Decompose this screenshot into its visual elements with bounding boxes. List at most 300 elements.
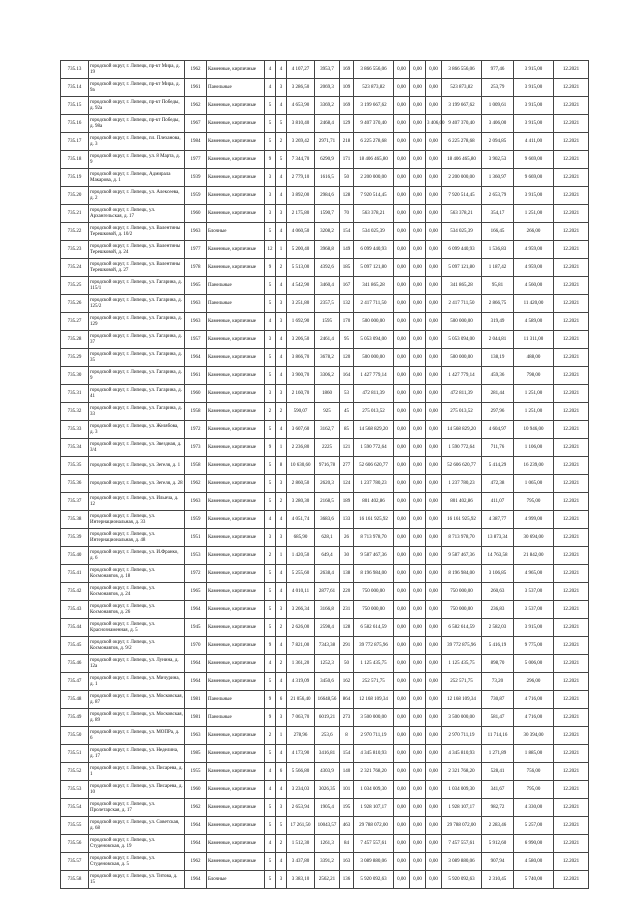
completion-date-cell: 12.2021 <box>554 169 589 187</box>
cost-municipal-cell: 0,00 <box>426 871 442 889</box>
total-cost-cell: 2 200 000,00 <box>354 169 394 187</box>
wall-material-cell: Каменные, кирпичные <box>207 97 265 115</box>
completion-date-cell: 12.2021 <box>554 853 589 871</box>
table-row <box>61 61 589 79</box>
build-year-cell: 1964 <box>185 817 207 835</box>
cost-federal-cell: 0,00 <box>394 313 410 331</box>
cost-federal-cell: 0,00 <box>394 277 410 295</box>
cost-per-sqm-cell: 5 912,60 <box>482 835 514 853</box>
address-cell: городской округ, г. Липецк, пр-кт Мира, д. 9а <box>89 79 185 97</box>
cost-per-sqm-cell: 730,87 <box>482 691 514 709</box>
total-area-cell: 2 626,00 <box>287 619 315 637</box>
cost-owners-cell: 1 125 435,75 <box>442 655 482 673</box>
build-year-cell: 1965 <box>185 277 207 295</box>
total-cost-cell: 1 125 435,75 <box>354 655 394 673</box>
residents-cell: 164 <box>340 367 354 385</box>
living-area-cell: 1595 <box>315 313 340 331</box>
completion-date-cell: 12.2021 <box>554 187 589 205</box>
table-row <box>61 331 589 349</box>
row-number-cell: 735.35 <box>61 457 89 475</box>
floors-cell: 5 <box>265 349 276 367</box>
cost-federal-cell: 0,00 <box>394 601 410 619</box>
entrances-cell: 5 <box>276 817 287 835</box>
table-row <box>61 349 589 367</box>
cost-municipal-cell: 0,00 <box>426 349 442 367</box>
floors-cell: 5 <box>265 475 276 493</box>
residents-cell: 30 <box>340 547 354 565</box>
completion-date-cell: 12.2021 <box>554 295 589 313</box>
floors-cell: 5 <box>265 367 276 385</box>
residents-cell: 50 <box>340 169 354 187</box>
total-cost-cell: 500 000,00 <box>354 313 394 331</box>
table-row <box>61 223 589 241</box>
wall-material-cell: Панельные <box>207 295 265 313</box>
cost-per-sqm-cell: 581,47 <box>482 709 514 727</box>
table-row <box>61 133 589 151</box>
cost-per-sqm-cell: 73,20 <box>482 673 514 691</box>
max-cost-per-sqm-cell: 4 589,00 <box>514 313 554 331</box>
cost-regional-cell: 0,00 <box>410 835 426 853</box>
floors-cell: 5 <box>265 115 276 133</box>
total-area-cell: 1 420,50 <box>287 547 315 565</box>
residents-cell: 120 <box>340 349 354 367</box>
cost-regional-cell: 0,00 <box>410 691 426 709</box>
entrances-cell: 4 <box>276 223 287 241</box>
total-cost-cell: 341 865,28 <box>354 277 394 295</box>
residents-cell: 140 <box>340 763 354 781</box>
cost-owners-cell: 16 161 925,92 <box>442 511 482 529</box>
entrances-cell: 2 <box>276 133 287 151</box>
floors-cell: 5 <box>265 493 276 511</box>
total-cost-cell: 5 053 094,00 <box>354 331 394 349</box>
table-row <box>61 187 589 205</box>
completion-date-cell: 12.2021 <box>554 79 589 97</box>
cost-regional-cell: 0,00 <box>410 781 426 799</box>
cost-federal-cell: 0,00 <box>394 583 410 601</box>
completion-date-cell: 12.2021 <box>554 241 589 259</box>
row-number-cell: 735.42 <box>61 583 89 601</box>
address-cell: городской округ, г. Липецк, ул. Лунина, д. 12а <box>89 655 185 673</box>
total-cost-cell: 14 568 829,20 <box>354 421 394 439</box>
entrances-cell: 4 <box>276 169 287 187</box>
completion-date-cell: 12.2021 <box>554 277 589 295</box>
floors-cell: 9 <box>265 691 276 709</box>
completion-date-cell: 12.2021 <box>554 313 589 331</box>
entrances-cell: 4 <box>276 349 287 367</box>
cost-per-sqm-cell: 253,79 <box>482 79 514 97</box>
cost-regional-cell: 0,00 <box>410 817 426 835</box>
floors-cell: 2 <box>265 547 276 565</box>
build-year-cell: 1973 <box>185 439 207 457</box>
floors-cell: 2 <box>265 727 276 745</box>
entrances-cell: 3 <box>276 475 287 493</box>
build-year-cell: 1963 <box>185 223 207 241</box>
cost-federal-cell: 0,00 <box>394 61 410 79</box>
residents-cell: 463 <box>340 817 354 835</box>
total-cost-cell: 1 928 107,17 <box>354 799 394 817</box>
table-row <box>61 655 589 673</box>
cost-municipal-cell: 0,00 <box>426 403 442 421</box>
max-cost-per-sqm-cell: 11 420,00 <box>514 295 554 313</box>
living-area-cell: 2971,71 <box>315 133 340 151</box>
total-area-cell: 7 821,00 <box>287 637 315 655</box>
entrances-cell: 3 <box>276 799 287 817</box>
cost-regional-cell: 0,00 <box>410 385 426 403</box>
max-cost-per-sqm-cell: 4 716,00 <box>514 709 554 727</box>
cost-federal-cell: 0,00 <box>394 691 410 709</box>
living-area-cell: 2225 <box>315 439 340 457</box>
row-number-cell: 735.17 <box>61 133 89 151</box>
wall-material-cell: Каменные, кирпичные <box>207 61 265 79</box>
wall-material-cell: Каменные, кирпичные <box>207 673 265 691</box>
cost-per-sqm-cell: 236,83 <box>482 601 514 619</box>
residents-cell: 138 <box>340 565 354 583</box>
residents-cell: 45 <box>340 403 354 421</box>
row-number-cell: 735.51 <box>61 745 89 763</box>
floors-cell: 4 <box>265 763 276 781</box>
row-number-cell: 735.47 <box>61 673 89 691</box>
address-cell: городской округ, г. Липецк, пл. Плеханова, д. 3 <box>89 133 185 151</box>
build-year-cell: 1955 <box>185 763 207 781</box>
cost-per-sqm-cell: 281,44 <box>482 385 514 403</box>
wall-material-cell: Каменные, кирпичные <box>207 439 265 457</box>
living-area-cell: 3208,2 <box>315 223 340 241</box>
cost-federal-cell: 0,00 <box>394 259 410 277</box>
cost-per-sqm-cell: 11 714,16 <box>482 727 514 745</box>
cost-regional-cell: 0,00 <box>410 565 426 583</box>
total-area-cell: 3 251,80 <box>287 295 315 313</box>
cost-regional-cell: 0,00 <box>410 457 426 475</box>
cost-regional-cell: 0,00 <box>410 493 426 511</box>
total-area-cell: 5 255,60 <box>287 565 315 583</box>
cost-owners-cell: 9 587 467,36 <box>442 547 482 565</box>
build-year-cell: 1964 <box>185 655 207 673</box>
living-area-cell: 3162,7 <box>315 421 340 439</box>
cost-municipal-cell: 0,00 <box>426 475 442 493</box>
cost-per-sqm-cell: 898,70 <box>482 655 514 673</box>
living-area-cell: 2598,4 <box>315 619 340 637</box>
cost-owners-cell: 7 457 557,61 <box>442 835 482 853</box>
cost-owners-cell: 6 099 440,93 <box>442 241 482 259</box>
cost-municipal-cell: 0,00 <box>426 133 442 151</box>
total-area-cell: 3 866,70 <box>287 349 315 367</box>
table-row <box>61 421 589 439</box>
living-area-cell: 2468,4 <box>315 115 340 133</box>
cost-per-sqm-cell: 3 106,85 <box>482 565 514 583</box>
table-row <box>61 763 589 781</box>
total-area-cell: 3 234,03 <box>287 781 315 799</box>
cost-owners-cell: 5 920 092,63 <box>442 871 482 889</box>
residents-cell: 220 <box>340 583 354 601</box>
completion-date-cell: 12.2021 <box>554 709 589 727</box>
max-cost-per-sqm-cell: 4 959,00 <box>514 259 554 277</box>
floors-cell: 4 <box>265 835 276 853</box>
residents-cell: 167 <box>340 277 354 295</box>
total-cost-cell: 2 417 711,50 <box>354 295 394 313</box>
address-cell: городской округ, г. Липецк, ул. Космонавтов, д. 24 <box>89 583 185 601</box>
build-year-cell: 1957 <box>185 331 207 349</box>
total-cost-cell: 4 345 810,93 <box>354 745 394 763</box>
total-cost-cell: 1 590 772,64 <box>354 439 394 457</box>
completion-date-cell: 12.2021 <box>554 835 589 853</box>
build-year-cell: 1963 <box>185 295 207 313</box>
entrances-cell: 3 <box>276 601 287 619</box>
wall-material-cell: Каменные, кирпичные <box>207 205 265 223</box>
living-area-cell: 2357,5 <box>315 295 340 313</box>
cost-owners-cell: 341 865,28 <box>442 277 482 295</box>
entrances-cell: 3 <box>276 79 287 97</box>
cost-regional-cell: 0,00 <box>410 331 426 349</box>
cost-per-sqm-cell: 907,94 <box>482 853 514 871</box>
cost-municipal-cell: 0,00 <box>426 799 442 817</box>
floors-cell: 5 <box>265 223 276 241</box>
floors-cell: 9 <box>265 637 276 655</box>
wall-material-cell: Каменные, кирпичные <box>207 601 265 619</box>
build-year-cell: 1964 <box>185 871 207 889</box>
build-year-cell: 1967 <box>185 115 207 133</box>
living-area-cell: 10043,57 <box>315 817 340 835</box>
total-cost-cell: 39 772 875,96 <box>354 637 394 655</box>
total-cost-cell: 1 427 779,14 <box>354 367 394 385</box>
cost-municipal-cell: 0,00 <box>426 835 442 853</box>
address-cell: городской округ, г. Липецк, Адмирала Макарова, д. 1 <box>89 169 185 187</box>
total-area-cell: 3 206,50 <box>287 331 315 349</box>
cost-municipal-cell: 0,00 <box>426 763 442 781</box>
wall-material-cell: Каменные, кирпичные <box>207 187 265 205</box>
build-year-cell: 1953 <box>185 547 207 565</box>
cost-regional-cell: 0,00 <box>410 61 426 79</box>
total-cost-cell: 7 457 557,61 <box>354 835 394 853</box>
table-row <box>61 637 589 655</box>
total-cost-cell: 16 161 925,92 <box>354 511 394 529</box>
living-area-cell: 3166,8 <box>315 601 340 619</box>
completion-date-cell: 12.2021 <box>554 619 589 637</box>
max-cost-per-sqm-cell: 795,00 <box>514 493 554 511</box>
max-cost-per-sqm-cell: 4 330,00 <box>514 799 554 817</box>
cost-federal-cell: 0,00 <box>394 457 410 475</box>
cost-regional-cell: 0,00 <box>410 511 426 529</box>
cost-per-sqm-cell: 13 873,34 <box>482 529 514 547</box>
max-cost-per-sqm-cell: 5 257,00 <box>514 817 554 835</box>
floors-cell: 4 <box>265 79 276 97</box>
completion-date-cell: 12.2021 <box>554 781 589 799</box>
total-area-cell: 4 319,09 <box>287 673 315 691</box>
row-number-cell: 735.27 <box>61 313 89 331</box>
wall-material-cell: Каменные, кирпичные <box>207 727 265 745</box>
address-cell: городской округ, г. Липецк, ул. Пролетарская, д. 17 <box>89 799 185 817</box>
row-number-cell: 735.16 <box>61 115 89 133</box>
row-number-cell: 735.56 <box>61 835 89 853</box>
address-cell: городской округ, г. Липецк, ул. Писарева, д. 10 <box>89 781 185 799</box>
residents-cell: 101 <box>340 781 354 799</box>
max-cost-per-sqm-cell: 6 990,00 <box>514 835 554 853</box>
row-number-cell: 735.39 <box>61 529 89 547</box>
total-area-cell: 4 010,11 <box>287 583 315 601</box>
cost-per-sqm-cell: 2 094,85 <box>482 133 514 151</box>
residents-cell: 291 <box>340 637 354 655</box>
address-cell: городской округ, г. Липецк, ул. И.Франко, д. 6 <box>89 547 185 565</box>
address-cell: городской округ, г. Липецк, пр-кт Мира, д. 19 <box>89 61 185 79</box>
wall-material-cell: Каменные, кирпичные <box>207 133 265 151</box>
max-cost-per-sqm-cell: 30 394,00 <box>514 727 554 745</box>
cost-federal-cell: 0,00 <box>394 475 410 493</box>
cost-regional-cell: 0,00 <box>410 655 426 673</box>
max-cost-per-sqm-cell: 756,00 <box>514 763 554 781</box>
total-area-cell: 4 653,90 <box>287 97 315 115</box>
entrances-cell: 6 <box>276 691 287 709</box>
residents-cell: 85 <box>340 421 354 439</box>
total-cost-cell: 750 000,00 <box>354 583 394 601</box>
row-number-cell: 735.18 <box>61 151 89 169</box>
cost-regional-cell: 0,00 <box>410 799 426 817</box>
living-area-cell: 2168,5 <box>315 493 340 511</box>
table-row <box>61 457 589 475</box>
living-area-cell: 1860 <box>315 385 340 403</box>
total-area-cell: 7 063,70 <box>287 709 315 727</box>
wall-material-cell: Каменные, кирпичные <box>207 619 265 637</box>
floors-cell: 5 <box>265 421 276 439</box>
cost-per-sqm-cell: 2 653,79 <box>482 187 514 205</box>
address-cell: городской округ, г. Липецк, ул. Гагарина, д. 125/2 <box>89 295 185 313</box>
total-cost-cell: 750 000,00 <box>354 601 394 619</box>
cost-owners-cell: 750 000,00 <box>442 601 482 619</box>
residents-cell: 84 <box>340 835 354 853</box>
entrances-cell: 8 <box>276 457 287 475</box>
entrances-cell: 4 <box>276 511 287 529</box>
cost-municipal-cell: 0,00 <box>426 313 442 331</box>
living-area-cell: 1261,3 <box>315 835 340 853</box>
completion-date-cell: 12.2021 <box>554 259 589 277</box>
table-row <box>61 601 589 619</box>
build-year-cell: 1961 <box>185 79 207 97</box>
cost-municipal-cell: 0,00 <box>426 565 442 583</box>
cost-regional-cell: 0,00 <box>410 349 426 367</box>
entrances-cell: 4 <box>276 97 287 115</box>
cost-per-sqm-cell: 5 414,29 <box>482 457 514 475</box>
address-cell: городской округ, г. Липецк, пр-кт Победы, д. 98а <box>89 115 185 133</box>
build-year-cell: 1984 <box>185 133 207 151</box>
cost-per-sqm-cell: 711,76 <box>482 439 514 457</box>
max-cost-per-sqm-cell: 1 065,00 <box>514 475 554 493</box>
cost-regional-cell: 0,00 <box>410 421 426 439</box>
completion-date-cell: 12.2021 <box>554 439 589 457</box>
table-row <box>61 439 589 457</box>
cost-per-sqm-cell: 1 536,83 <box>482 241 514 259</box>
cost-regional-cell: 0,00 <box>410 97 426 115</box>
cost-federal-cell: 0,00 <box>394 709 410 727</box>
cost-federal-cell: 0,00 <box>394 799 410 817</box>
wall-material-cell: Каменные, кирпичные <box>207 565 265 583</box>
table-row <box>61 277 589 295</box>
entrances-cell: 4 <box>276 565 287 583</box>
cost-owners-cell: 5 097 121,80 <box>442 259 482 277</box>
entrances-cell: 3 <box>276 385 287 403</box>
cost-owners-cell: 252 571,75 <box>442 673 482 691</box>
cost-per-sqm-cell: 14 763,58 <box>482 547 514 565</box>
completion-date-cell: 12.2021 <box>554 61 589 79</box>
cost-per-sqm-cell: 95,81 <box>482 277 514 295</box>
wall-material-cell: Каменные, кирпичные <box>207 403 265 421</box>
cost-federal-cell: 0,00 <box>394 241 410 259</box>
row-number-cell: 735.15 <box>61 97 89 115</box>
completion-date-cell: 12.2021 <box>554 763 589 781</box>
cost-regional-cell: 0,00 <box>410 403 426 421</box>
residents-cell: 154 <box>340 745 354 763</box>
table-row <box>61 493 589 511</box>
total-cost-cell: 801 402,86 <box>354 493 394 511</box>
row-number-cell: 735.44 <box>61 619 89 637</box>
cost-regional-cell: 0,00 <box>410 79 426 97</box>
row-number-cell: 735.34 <box>61 439 89 457</box>
cost-municipal-cell: 0,00 <box>426 601 442 619</box>
address-cell: городской округ, г. Липецк, ул. Валентины Терешковой, д. 10/2 <box>89 223 185 241</box>
cost-regional-cell: 0,00 <box>410 619 426 637</box>
max-cost-per-sqm-cell: 3 915,00 <box>514 115 554 133</box>
row-number-cell: 735.13 <box>61 61 89 79</box>
wall-material-cell: Блочные <box>207 223 265 241</box>
address-cell: городской округ, г. Липецк, ул. Интернациональная, д. 48 <box>89 529 185 547</box>
residents-cell: 231 <box>340 601 354 619</box>
row-number-cell: 735.20 <box>61 187 89 205</box>
cost-municipal-cell: 0,00 <box>426 421 442 439</box>
cost-municipal-cell: 0,00 <box>426 439 442 457</box>
wall-material-cell: Каменные, кирпичные <box>207 547 265 565</box>
cost-regional-cell: 0,00 <box>410 745 426 763</box>
living-area-cell: 3683,6 <box>315 511 340 529</box>
max-cost-per-sqm-cell: 4 716,00 <box>514 691 554 709</box>
build-year-cell: 1960 <box>185 385 207 403</box>
cost-per-sqm-cell: 260,63 <box>482 583 514 601</box>
cost-per-sqm-cell: 297,96 <box>482 403 514 421</box>
row-number-cell: 735.14 <box>61 79 89 97</box>
address-cell: городской округ, г. Липецк, ул. Гагарина, д. 41 <box>89 385 185 403</box>
cost-per-sqm-cell: 138,19 <box>482 349 514 367</box>
max-cost-per-sqm-cell: 4 560,00 <box>514 277 554 295</box>
living-area-cell: 2984,6 <box>315 187 340 205</box>
cost-per-sqm-cell: 5 416,19 <box>482 637 514 655</box>
cost-per-sqm-cell: 459,36 <box>482 367 514 385</box>
living-area-cell: 1252,3 <box>315 655 340 673</box>
cost-per-sqm-cell: 319,49 <box>482 313 514 331</box>
max-cost-per-sqm-cell: 21 842,00 <box>514 547 554 565</box>
cost-per-sqm-cell: 411,07 <box>482 493 514 511</box>
cost-owners-cell: 2 417 711,50 <box>442 295 482 313</box>
cost-owners-cell: 6 225 278,68 <box>442 133 482 151</box>
residents-cell: 169 <box>340 97 354 115</box>
residents-cell: 170 <box>340 313 354 331</box>
floors-cell: 9 <box>265 259 276 277</box>
completion-date-cell: 12.2021 <box>554 565 589 583</box>
wall-material-cell: Каменные, кирпичные <box>207 799 265 817</box>
cost-municipal-cell: 0,00 <box>426 241 442 259</box>
row-number-cell: 735.50 <box>61 727 89 745</box>
total-cost-cell: 500 000,00 <box>354 349 394 367</box>
entrances-cell: 2 <box>276 835 287 853</box>
cost-federal-cell: 0,00 <box>394 781 410 799</box>
cost-federal-cell: 0,00 <box>394 169 410 187</box>
wall-material-cell: Каменные, кирпичные <box>207 493 265 511</box>
cost-owners-cell: 3 089 880,06 <box>442 853 482 871</box>
cost-per-sqm-cell: 982,72 <box>482 799 514 817</box>
total-cost-cell: 523 873,82 <box>354 79 394 97</box>
wall-material-cell: Каменные, кирпичные <box>207 583 265 601</box>
completion-date-cell: 12.2021 <box>554 691 589 709</box>
max-cost-per-sqm-cell: 296,00 <box>514 673 554 691</box>
address-cell: городской округ, г. Липецк, ул. Космонавтов, д. 18 <box>89 565 185 583</box>
build-year-cell: 1962 <box>185 799 207 817</box>
cost-municipal-cell: 0,00 <box>426 367 442 385</box>
living-area-cell: 6019,21 <box>315 709 340 727</box>
